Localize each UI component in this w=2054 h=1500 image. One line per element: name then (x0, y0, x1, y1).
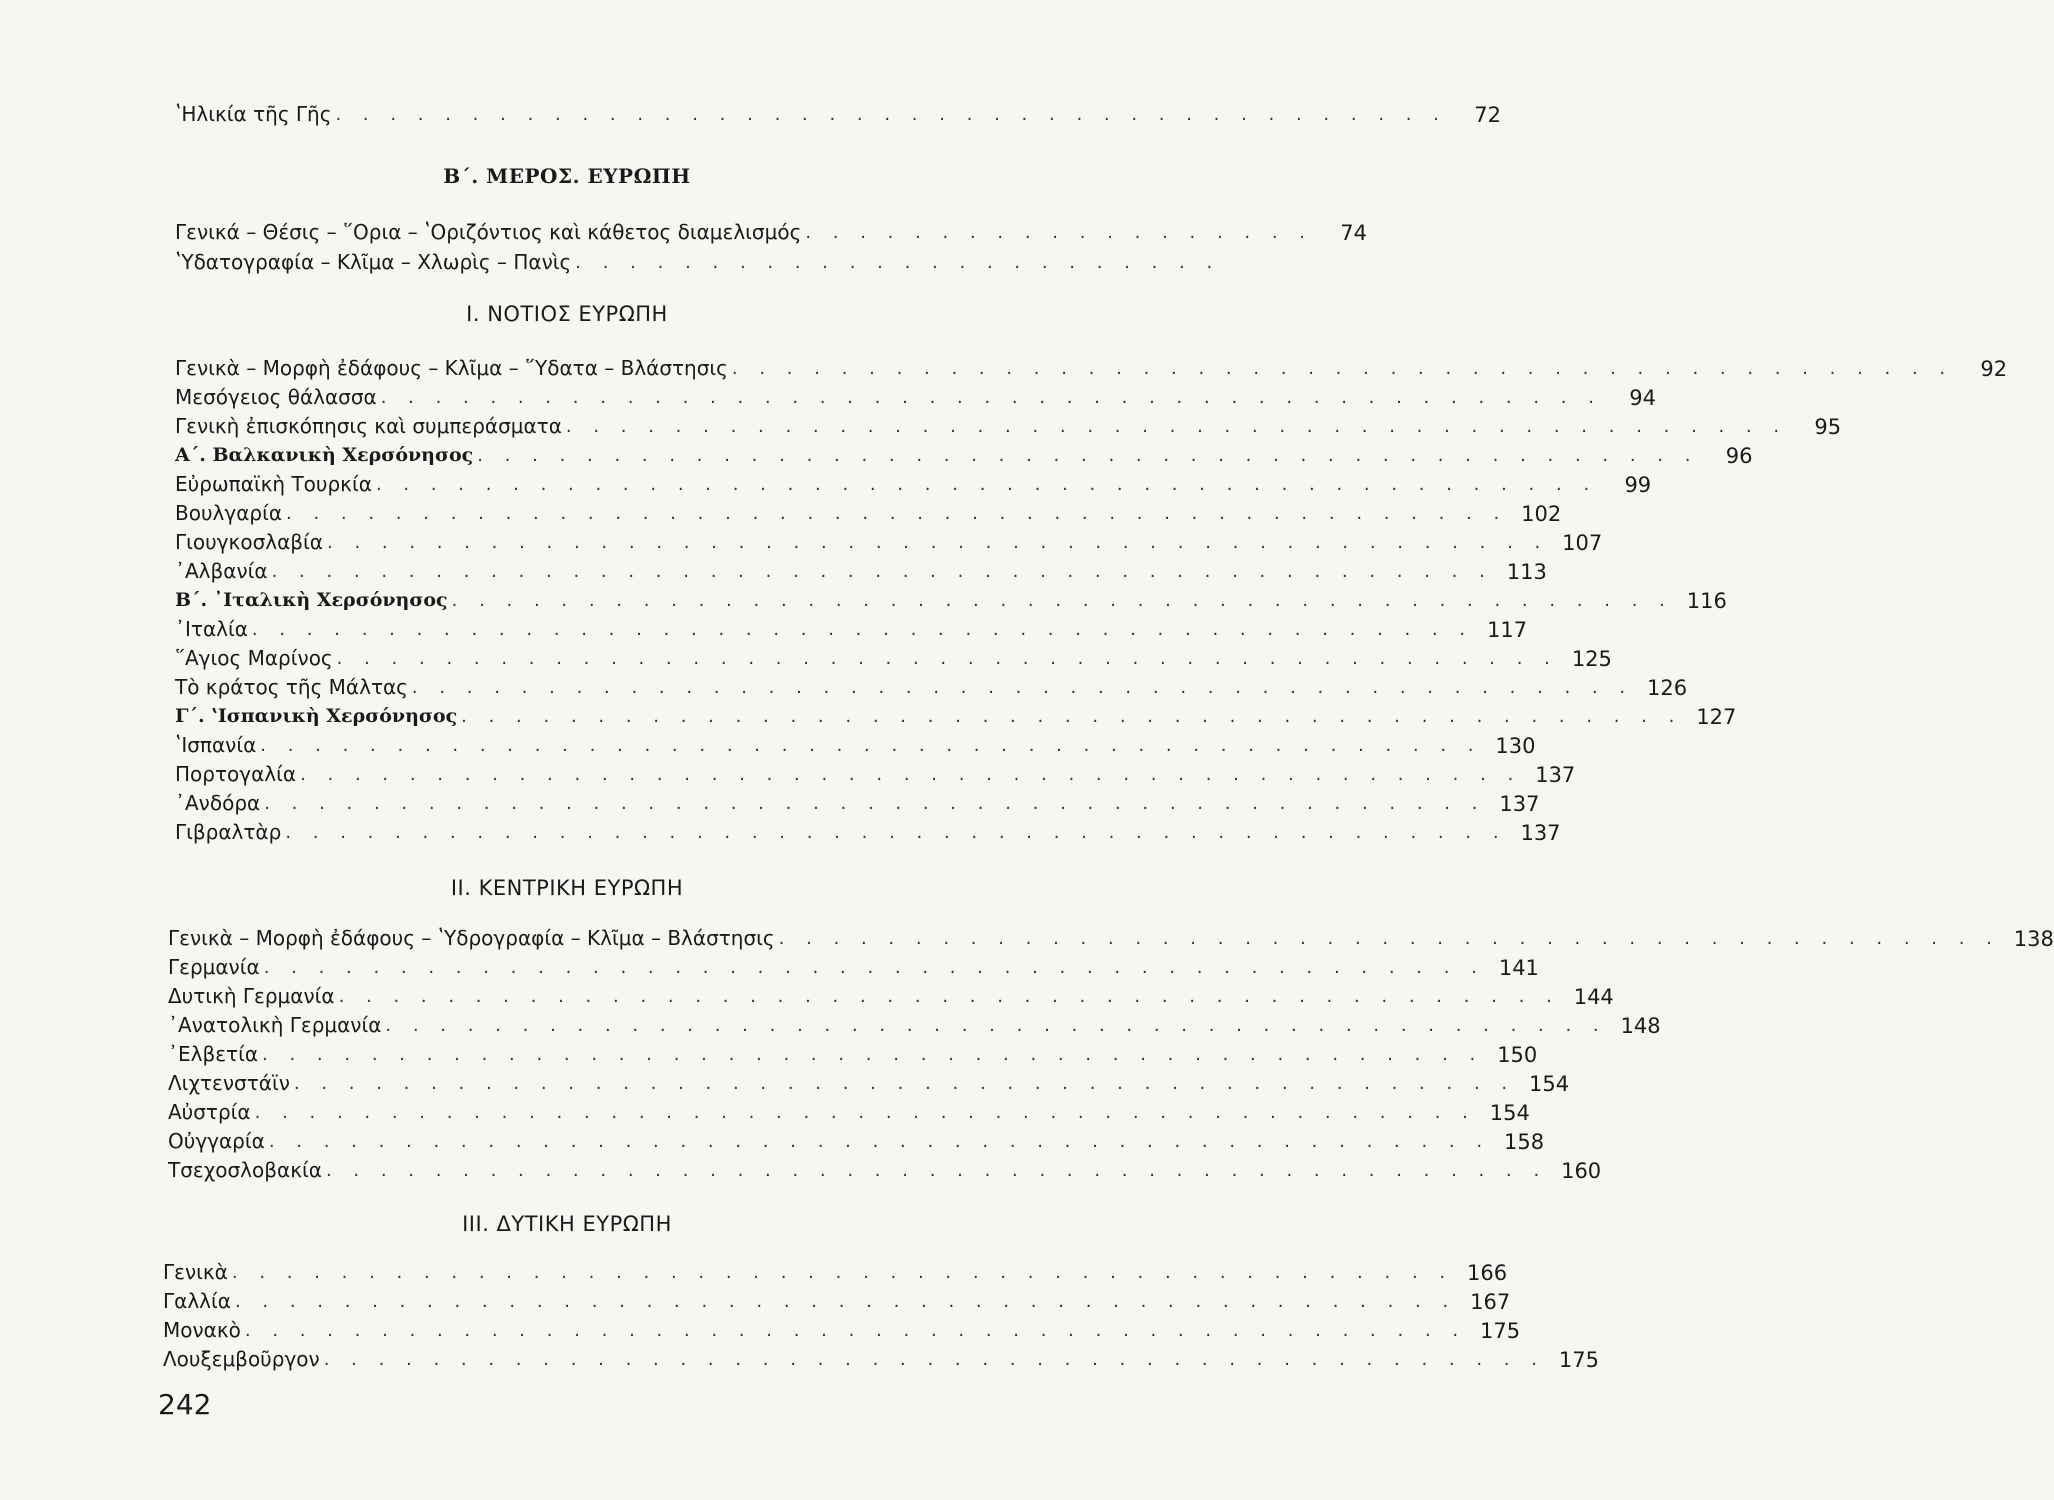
leader-dots: . . . . . . . . . . . . . . . . . . . . . . . . . . . . . . . . . . . . . . . . . . . . . (268, 1131, 1491, 1152)
leader-dots: . . . . . . . . . . . . . . . . . . . . . . . . . . . . . . . . . . . . . . . . . . . . . (451, 590, 1673, 611)
toc-entry-label: ᾽Αλβανία (175, 559, 268, 583)
toc-entry-page: 137 (1535, 763, 1576, 787)
toc-entry (175, 210, 1368, 245)
toc-entry-page: 148 (1620, 1014, 1661, 1038)
toc-entry-page: 113 (1506, 560, 1547, 584)
toc-entry-page: 127 (1696, 705, 1737, 729)
toc-entry-page: 137 (1499, 792, 1540, 816)
toc-entry-page: 116 (1686, 589, 1727, 613)
leader-dots: . . . . . . . . . . . . . . . . . . . . . . . . . . . . . . . . . . . . . . . . . . . . . (286, 503, 1508, 524)
toc-entry-page: 166 (1467, 1261, 1508, 1285)
toc-entry-label: Βουλγαρία (175, 501, 283, 525)
leader-dots: . . . . . . . . . . . . . . . . . . . . . . . . . . . . . . . . . . . . . . . . . . . . . (323, 1349, 1545, 1370)
leader-dots: . . . . . . . . . . . . . . . . . . . . . . . . (575, 252, 1221, 273)
toc-entry-page: 150 (1497, 1043, 1538, 1067)
toc-entry-label: Αὐστρία (168, 1100, 251, 1124)
leader-dots: . . . . . . . . . . . . . . . . . . . . . . . . . . . . . . . . . . . . . . . . . . . . . (778, 928, 2000, 949)
toc-entry-page: 117 (1487, 618, 1528, 642)
leader-dots: . . . . . . . . . . . . . . . . . . . . . . . . . . . . . . . . . . . . . . . . . . . . . (375, 474, 1598, 495)
page-number: 242 (158, 1388, 212, 1421)
toc-entry-label: Γενικὰ – Μορφὴ ἐδάφους – ʽΥδρογραφία – Κλῖμα – Βλάστησις (168, 926, 775, 950)
toc-entry-page: 125 (1571, 647, 1612, 671)
toc-entry-page: 130 (1495, 734, 1536, 758)
toc-entry-page: 92 (1980, 357, 2008, 381)
toc-entry-page: 107 (1562, 531, 1603, 555)
leader-dots: . . . . . . . . . . . . . . . . . . . . . . . . . . . . . . . . . . . . . . . . . . . . . (260, 735, 1482, 756)
toc-entry-label: Γιβραλτὰρ (175, 820, 282, 844)
leader-dots: . . . . . . . . . . . . . . . . . . . (805, 222, 1314, 243)
subsection-label: Β΄. ᾽Ιταλικὴ Χερσόνησος (175, 589, 448, 611)
leader-dots: . . . . . . . . . . . . . . . . . . . . . . . . . . . . . . . . . . . . . . . . . . . . . (300, 764, 1522, 785)
leader-dots: . . . . . . . . . . . . . . . . . . . . . . . . . . . . . . . . . . . . . . . . . . . . . (231, 1262, 1454, 1283)
leader-dots: . . . . . . . . . . . . . . . . . . . . . . . . . . . . . . . . . . . . . . . . . . . . . (254, 1102, 1476, 1123)
toc-entry-label: Τσεχοσλοβακία (168, 1158, 322, 1182)
subsection-label: Γ΄. ʽΙσπανικὴ Χερσόνησος (175, 705, 458, 727)
toc-entry-label: Τὸ κράτος τῆς Μάλτας (175, 675, 408, 699)
toc-entry-page: 126 (1647, 676, 1688, 700)
toc-entry-page: 102 (1521, 502, 1562, 526)
toc-entry-label: Πορτογαλία (175, 762, 297, 786)
toc-entry-label: ᾽Ανατολικὴ Γερμανία (168, 1013, 382, 1037)
section-heading: ΙΙ. ΚΕΝΤΡΙΚΗ ΕΥΡΩΠΗ (450, 876, 684, 900)
toc-entry-label: ʽΥδατογραφία – Κλῖμα – Χλωρὶς – Πανὶς (175, 250, 572, 274)
leader-dots: . . . . . . . . . . . . . . . . . . . . . . . . . . . . . . . . . . . . . . . . . . . . . (262, 1044, 1484, 1065)
toc-entry-label: ʽΗλικία τῆς Γῆς (175, 102, 332, 126)
toc-entry (175, 240, 1221, 274)
leader-dots: . . . . . . . . . . . . . . . . . . . . . . . . . . . . . . . . . . . . . . . . . . . . . (264, 793, 1486, 814)
toc-entry-page: 141 (1498, 956, 1539, 980)
toc-entry-page: 96 (1725, 444, 1753, 468)
toc-entry-label: Γενικὰ (163, 1260, 228, 1284)
leader-dots: . . . . . . . . . . . . . . . . . . . . . . . . . . . . . . . . . . . . . . . . . . . . . (411, 677, 1634, 698)
leader-dots: . . . . . . . . . . . . . . . . . . . . . . . . . . . . . . . . . . . . . . . . . . . . . (380, 387, 1602, 408)
toc-entry-page: 144 (1573, 985, 1614, 1009)
leader-dots: . . . . . . . . . . . . . . . . . . . . . . . . . . . . . . . . . . . . . . . . . . . . . (234, 1291, 1457, 1312)
leader-dots: . . . . . . . . . . . . . . . . . . . . . . . . . . . . . . . . . . . . . . . . . . . . . (731, 358, 1954, 379)
toc-entry-page: 94 (1629, 386, 1656, 410)
leader-dots: . . . . . . . . . . . . . . . . . . . . . . . . . . . . . . . . . . . . . . . . . . . . . (338, 986, 1560, 1007)
toc-entry-label: Μονακὸ (163, 1318, 241, 1342)
toc-entry-label: Δυτικὴ Γερμανία (168, 984, 335, 1008)
toc-entry-label: Οὐγγαρία (168, 1129, 265, 1153)
toc-entry-label: Γαλλία (163, 1289, 231, 1313)
toc-entry-page: 175 (1558, 1348, 1599, 1372)
toc-entry-label: ᾽Ιταλία (175, 617, 248, 641)
toc-entry (175, 810, 1561, 845)
leader-dots: . . . . . . . . . . . . . . . . . . . . . . . . . . . . . . . . . . . . . . . . . . . . . (251, 619, 1474, 640)
toc-entry-page: 160 (1561, 1159, 1602, 1183)
toc-entry-page: 74 (1340, 221, 1368, 245)
section-heading: ΙΙΙ. ΔΥΤΙΚΗ ΕΥΡΩΠΗ (462, 1212, 672, 1236)
toc-entry-page: 175 (1480, 1319, 1521, 1343)
leader-dots: . . . . . . . . . . . . . . . . . . . . . . . . . . . . . . . . . . . . . . . . . . . . . (327, 532, 1549, 553)
toc-entry-page: 99 (1624, 473, 1652, 497)
leader-dots: . . . . . . . . . . . . . . . . . . . . . . . . . . . . . . . . . . . . . . . . . (335, 104, 1447, 125)
toc-entry-page: 154 (1529, 1072, 1570, 1096)
leader-dots: . . . . . . . . . . . . . . . . . . . . . . . . . . . . . . . . . . . . . . . . . . . . . (244, 1320, 1467, 1341)
toc-entry-label: Μεσόγειος θάλασσα (175, 385, 377, 409)
toc-entry (163, 1337, 1599, 1372)
leader-dots: . . . . . . . . . . . . . . . . . . . . . . . . . . . . . . . . . . . . . . . . . . . . . (271, 561, 1493, 582)
toc-entry-page: 138 (2013, 927, 2054, 951)
toc-entry-label: ᾽Ελβετία (168, 1042, 259, 1066)
toc-entry-label: ῞Αγιος Μαρίνος (175, 646, 333, 670)
leader-dots: . . . . . . . . . . . . . . . . . . . . . . . . . . . . . . . . . . . . . . . . . . . . . (385, 1015, 1607, 1036)
toc-entry-label: Γενικά – Θέσις – ῞Ορια – ʽΟριζόντιος καὶ κάθετος διαμελισμός (175, 220, 802, 244)
leader-dots: . . . . . . . . . . . . . . . . . . . . . . . . . . . . . . . . . . . . . . . . . . . . . (477, 445, 1699, 466)
toc-entry-page: 137 (1520, 821, 1561, 845)
toc-entry-label: ʽΙσπανία (175, 733, 257, 757)
leader-dots: . . . . . . . . . . . . . . . . . . . . . . . . . . . . . . . . . . . . . . . . . . . . . (336, 648, 1558, 669)
leader-dots: . . . . . . . . . . . . . . . . . . . . . . . . . . . . . . . . . . . . . . . . . . . . . (565, 416, 1788, 437)
toc-entry-label: Εὐρωπαϊκὴ Τουρκία (175, 472, 372, 496)
leader-dots: . . . . . . . . . . . . . . . . . . . . . . . . . . . . . . . . . . . . . . . . . . . . . (293, 1073, 1516, 1094)
part-heading: Β΄. ΜΕΡΟΣ. ΕΥΡΩΠΗ (443, 164, 691, 188)
leader-dots: . . . . . . . . . . . . . . . . . . . . . . . . . . . . . . . . . . . . . . . . . . . . . (325, 1160, 1548, 1181)
toc-entry-page: 154 (1489, 1101, 1530, 1125)
toc-entry-page: 167 (1470, 1290, 1511, 1314)
toc-entry-label: Λιχτενστάϊν (168, 1071, 290, 1095)
toc-entry-page: 72 (1474, 103, 1501, 127)
toc-entry (168, 1148, 1602, 1183)
toc-entry-page: 95 (1814, 415, 1842, 439)
toc-entry-label: Γιουγκοσλαβία (175, 530, 323, 554)
toc-entry-label: Λουξεμβοῦργον (163, 1347, 320, 1371)
toc-entry (175, 92, 1501, 127)
toc-entry-label: Γενικὴ ἐπισκόπησις καὶ συμπεράσματα (175, 414, 562, 438)
toc-entry-label: Γερμανία (168, 955, 260, 979)
section-heading: Ι. ΝΟΤΙΟΣ ΕΥΡΩΠΗ (466, 302, 668, 326)
leader-dots: . . . . . . . . . . . . . . . . . . . . . . . . . . . . . . . . . . . . . . . . . . . . . (263, 957, 1485, 978)
subsection-label: Α΄. Βαλκανικὴ Χερσόνησος (175, 444, 474, 466)
toc-entry-label: Γενικὰ – Μορφὴ ἐδάφους – Κλῖμα – ῞Υδατα – Βλάστησις (175, 356, 728, 380)
toc-entry-page: 158 (1503, 1130, 1545, 1154)
leader-dots: . . . . . . . . . . . . . . . . . . . . . . . . . . . . . . . . . . . . . . . . . . . . . (461, 706, 1683, 727)
leader-dots: . . . . . . . . . . . . . . . . . . . . . . . . . . . . . . . . . . . . . . . . . . . . . (285, 822, 1507, 843)
toc-entry-label: ᾽Ανδόρα (175, 791, 261, 815)
